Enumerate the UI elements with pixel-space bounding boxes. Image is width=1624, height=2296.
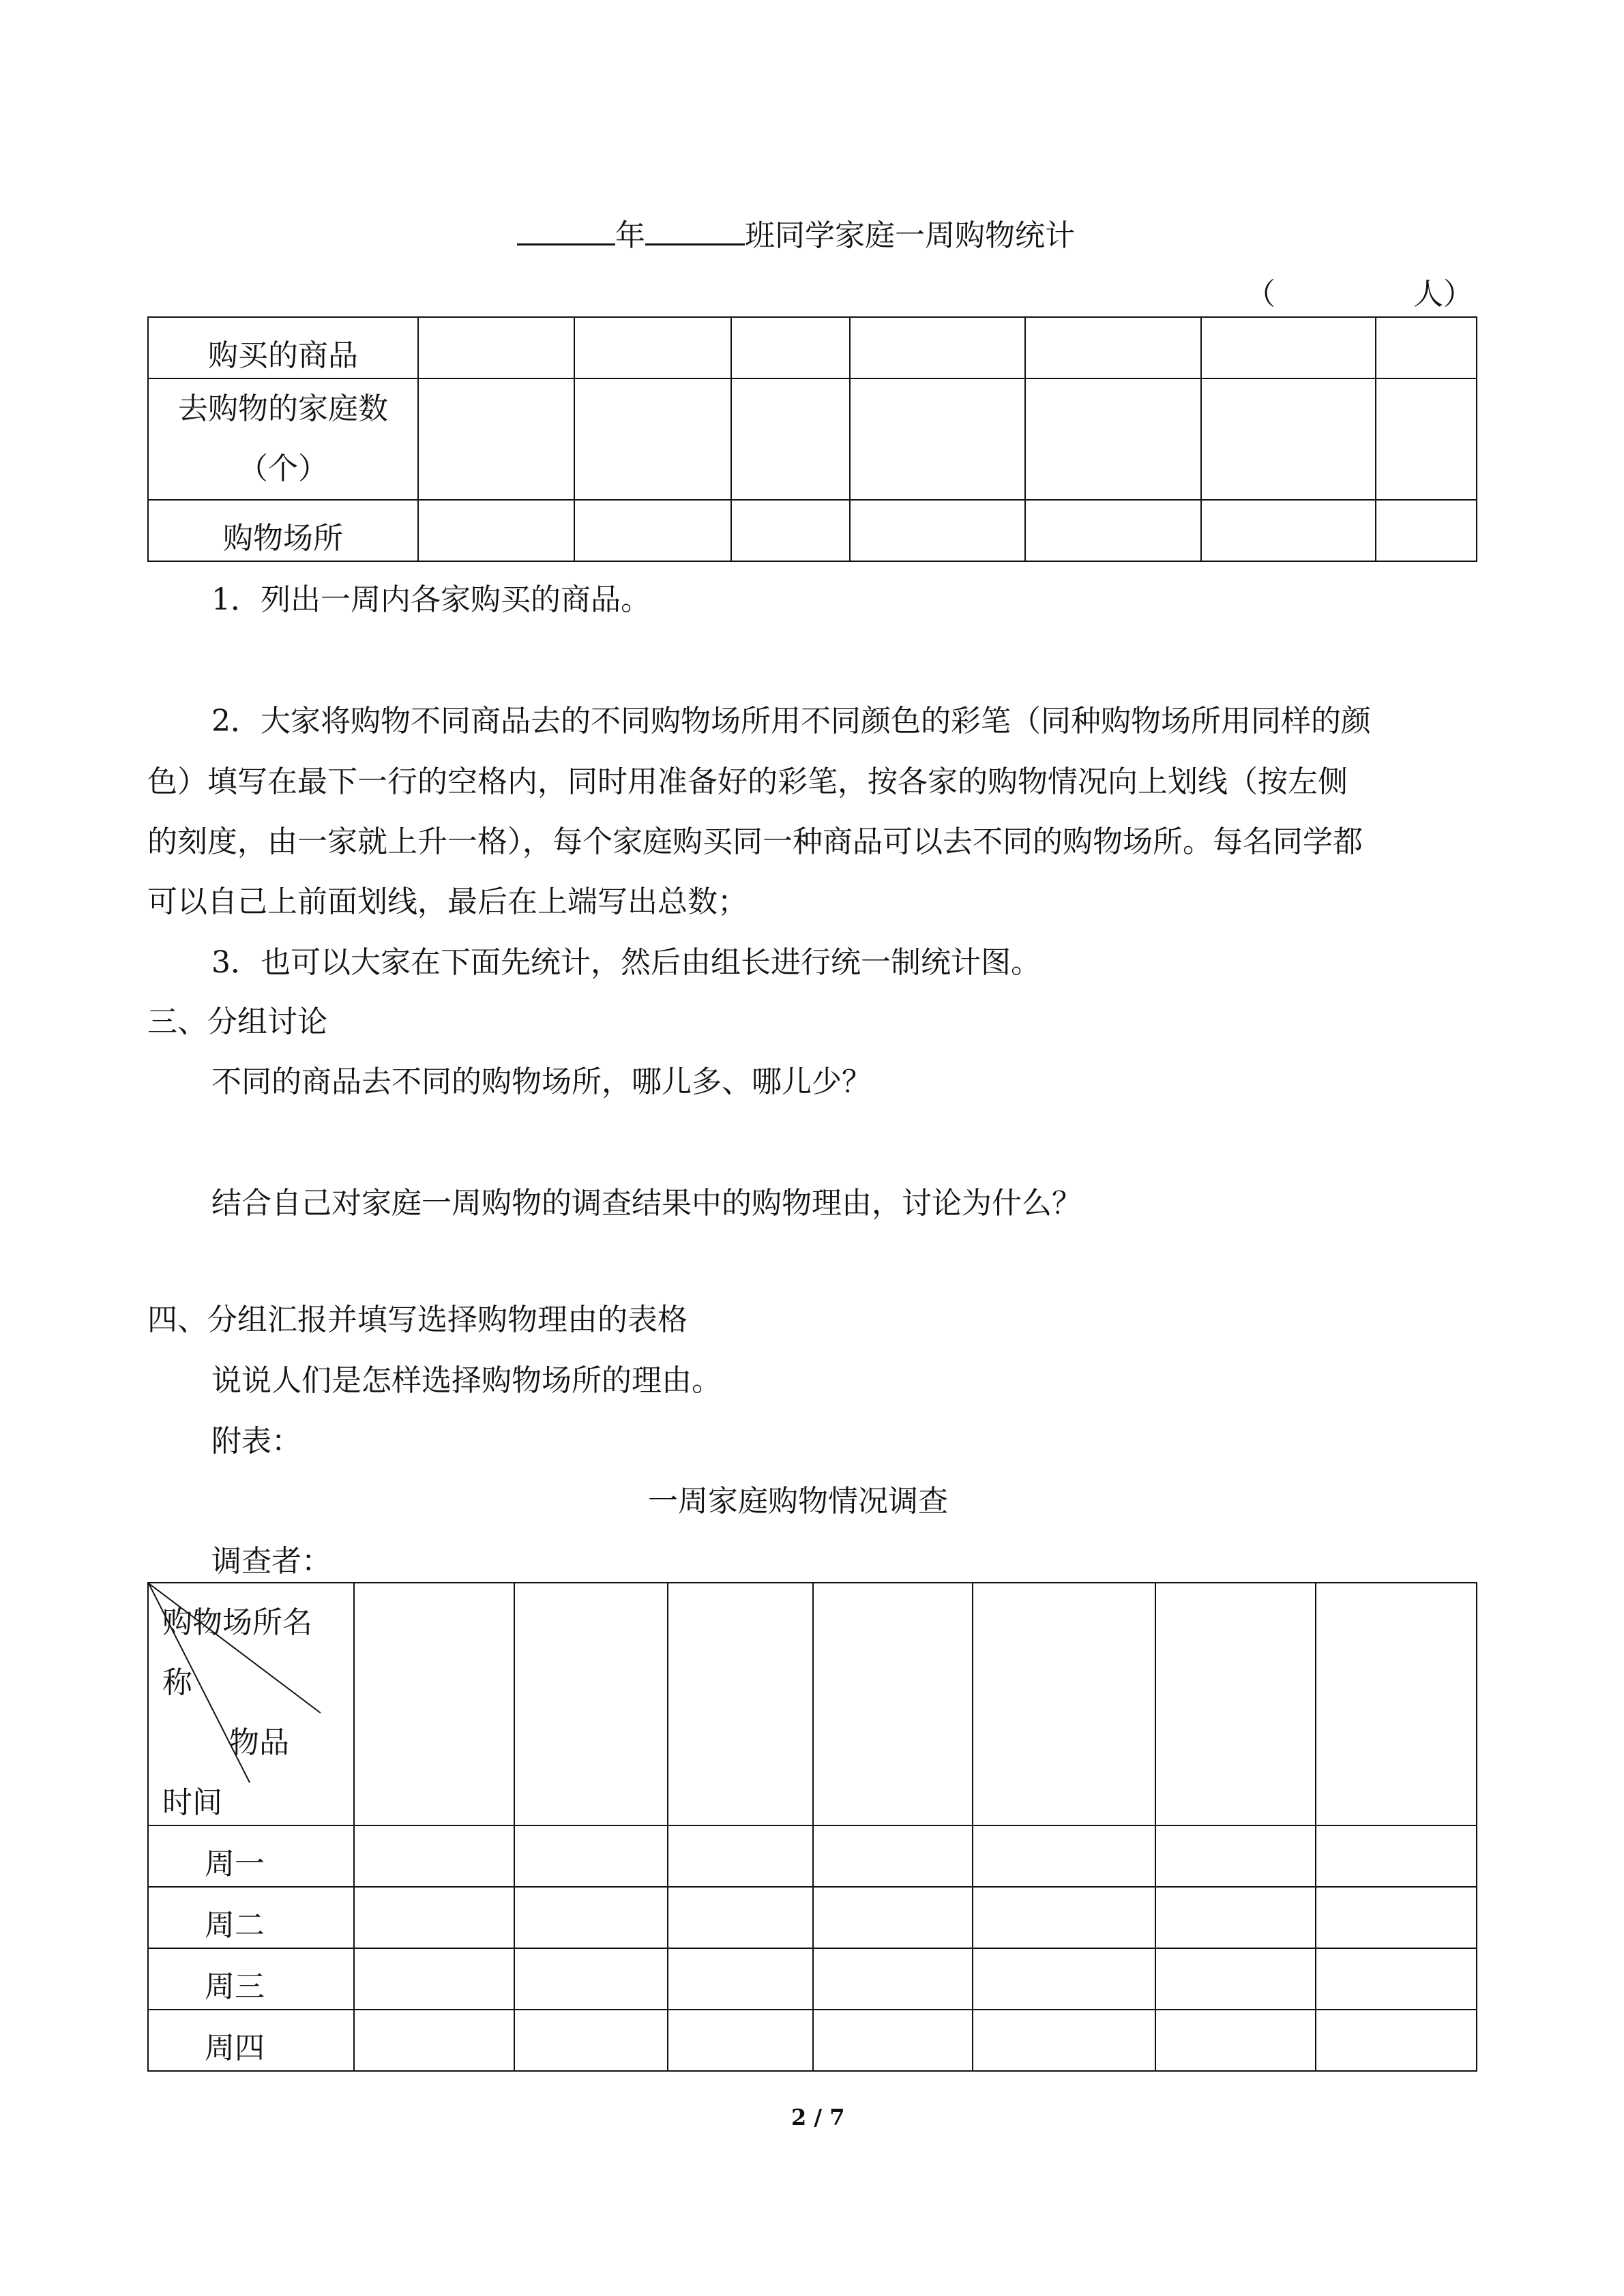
row-label-family-count — [148, 378, 418, 500]
table-cell — [1201, 378, 1376, 500]
table-row — [148, 1887, 1477, 1948]
section-3-question-2: 结合自己对家庭一周购物的调查结果中的购物理由，讨论为什么？ — [211, 1186, 1082, 1221]
table-cell — [514, 1583, 668, 1825]
table-cell — [1316, 1948, 1477, 2010]
shopping-stats-table — [147, 316, 1477, 562]
table-row — [148, 1825, 1477, 1887]
table-cell — [514, 1887, 668, 1948]
instruction-2-line3: 的刻度，由一家就上升一格），每个家庭购买同一种商品可以去不同的购物场所。每名同学都 — [147, 824, 1363, 859]
table-cell — [418, 500, 574, 561]
table-cell — [1155, 1887, 1316, 1948]
table-cell — [354, 1887, 514, 1948]
table-cell — [813, 1583, 973, 1825]
table-cell — [668, 1887, 813, 1948]
table-cell — [813, 1887, 973, 1948]
row-label-family-count-line2: （个） — [238, 451, 328, 486]
table-cell — [973, 1948, 1155, 2010]
section-4-line: 说说人们是怎样选择购物场所的理由。 — [211, 1363, 722, 1398]
table-cell — [813, 1948, 973, 2010]
table-row — [148, 2010, 1477, 2071]
table-cell — [973, 1887, 1155, 1948]
table-cell — [1316, 2010, 1477, 2071]
survey-table — [147, 1582, 1477, 2072]
table-cell — [574, 317, 731, 378]
day-label: 周一 — [148, 1825, 354, 1887]
table-cell — [850, 500, 1025, 561]
appendix-label: 附表： — [211, 1424, 301, 1459]
table-cell — [973, 1583, 1155, 1825]
table-cell — [354, 1948, 514, 2010]
table-row — [148, 378, 1477, 500]
unit-open: （ — [1245, 277, 1275, 312]
table-cell — [1201, 317, 1376, 378]
section-3-heading: 三、分组讨论 — [147, 1004, 327, 1039]
table-cell — [668, 1583, 813, 1825]
table-cell — [731, 317, 850, 378]
instruction-2-line1: 2．大家将购物不同商品去的不同购物场所用不同颜色的彩笔（同种购物场所用同样的颜 — [211, 704, 1371, 739]
table-cell — [850, 317, 1025, 378]
row-label-shopping-place: 购物场所 — [148, 500, 418, 561]
table-cell — [1025, 378, 1201, 500]
table-cell — [514, 1948, 668, 2010]
table-row — [148, 317, 1477, 378]
table-cell — [973, 1825, 1155, 1887]
table-cell — [1155, 1583, 1316, 1825]
class-blank — [645, 213, 745, 245]
table-cell — [731, 500, 850, 561]
unit-close: 人） — [1413, 277, 1473, 312]
table-row — [148, 1948, 1477, 2010]
header-place-line1: 购物场所名 — [162, 1605, 312, 1640]
title-class-suffix: 班同学家庭一周购物统计 — [745, 218, 1075, 253]
instruction-2-line2: 色）填写在最下一行的空格内，同时用准备好的彩笔，按各家的购物情况向上划线（按左侧 — [147, 764, 1348, 799]
table-cell — [668, 2010, 813, 2071]
day-label: 周三 — [148, 1948, 354, 2010]
instruction-2-line4: 可以自己上前面划线，最后在上端写出总数； — [147, 884, 748, 919]
table-cell — [418, 317, 574, 378]
table-cell — [1316, 1887, 1477, 1948]
table-cell — [1201, 500, 1376, 561]
table-cell — [668, 1948, 813, 2010]
table-cell — [1316, 1825, 1477, 1887]
day-label: 周四 — [148, 2010, 354, 2071]
table-cell — [354, 1825, 514, 1887]
table-cell — [354, 2010, 514, 2071]
table-cell — [514, 2010, 668, 2071]
header-place-line2: 称 — [162, 1665, 192, 1700]
diagonal-header-cell — [148, 1583, 354, 1825]
section-4-heading: 四、分组汇报并填写选择购物理由的表格 — [147, 1302, 688, 1337]
table-cell — [1155, 2010, 1316, 2071]
year-blank — [517, 213, 615, 245]
page-number: 2 / 7 — [791, 2104, 845, 2130]
table-cell — [731, 378, 850, 500]
table-cell — [1376, 500, 1477, 561]
surveyor-label: 调查者： — [211, 1544, 331, 1579]
table-cell — [813, 2010, 973, 2071]
table-cell — [574, 378, 731, 500]
section-3-question-1: 不同的商品去不同的购物场所，哪儿多、哪儿少？ — [211, 1064, 872, 1099]
table-cell — [514, 1825, 668, 1887]
day-label: 周二 — [148, 1887, 354, 1948]
instruction-1: 1．列出一周内各家购买的商品。 — [211, 582, 651, 617]
table-cell — [973, 2010, 1155, 2071]
table-cell — [574, 500, 731, 561]
header-item: 物品 — [229, 1725, 289, 1760]
table-cell — [354, 1583, 514, 1825]
survey-table-title: 一周家庭购物情况调查 — [648, 1484, 948, 1519]
table-cell — [1316, 1583, 1477, 1825]
title-year-suffix: 年 — [615, 218, 645, 253]
table-cell — [850, 378, 1025, 500]
table-cell — [1025, 500, 1201, 561]
title-line — [517, 213, 1075, 258]
header-time: 时间 — [162, 1785, 222, 1820]
table-cell — [813, 1825, 973, 1887]
row-label-goods: 购买的商品 — [148, 317, 418, 378]
table-header-row — [148, 1583, 1477, 1825]
table-cell — [1376, 317, 1477, 378]
table-cell — [1155, 1825, 1316, 1887]
table-cell — [1155, 1948, 1316, 2010]
instruction-3: 3．也可以大家在下面先统计，然后由组长进行统一制统计图。 — [211, 945, 1041, 980]
table-cell — [1025, 317, 1201, 378]
row-label-family-count-line1: 去购物的家庭数 — [178, 391, 388, 426]
table-cell — [418, 378, 574, 500]
table-cell — [1376, 378, 1477, 500]
table-cell — [668, 1825, 813, 1887]
table-row — [148, 500, 1477, 561]
